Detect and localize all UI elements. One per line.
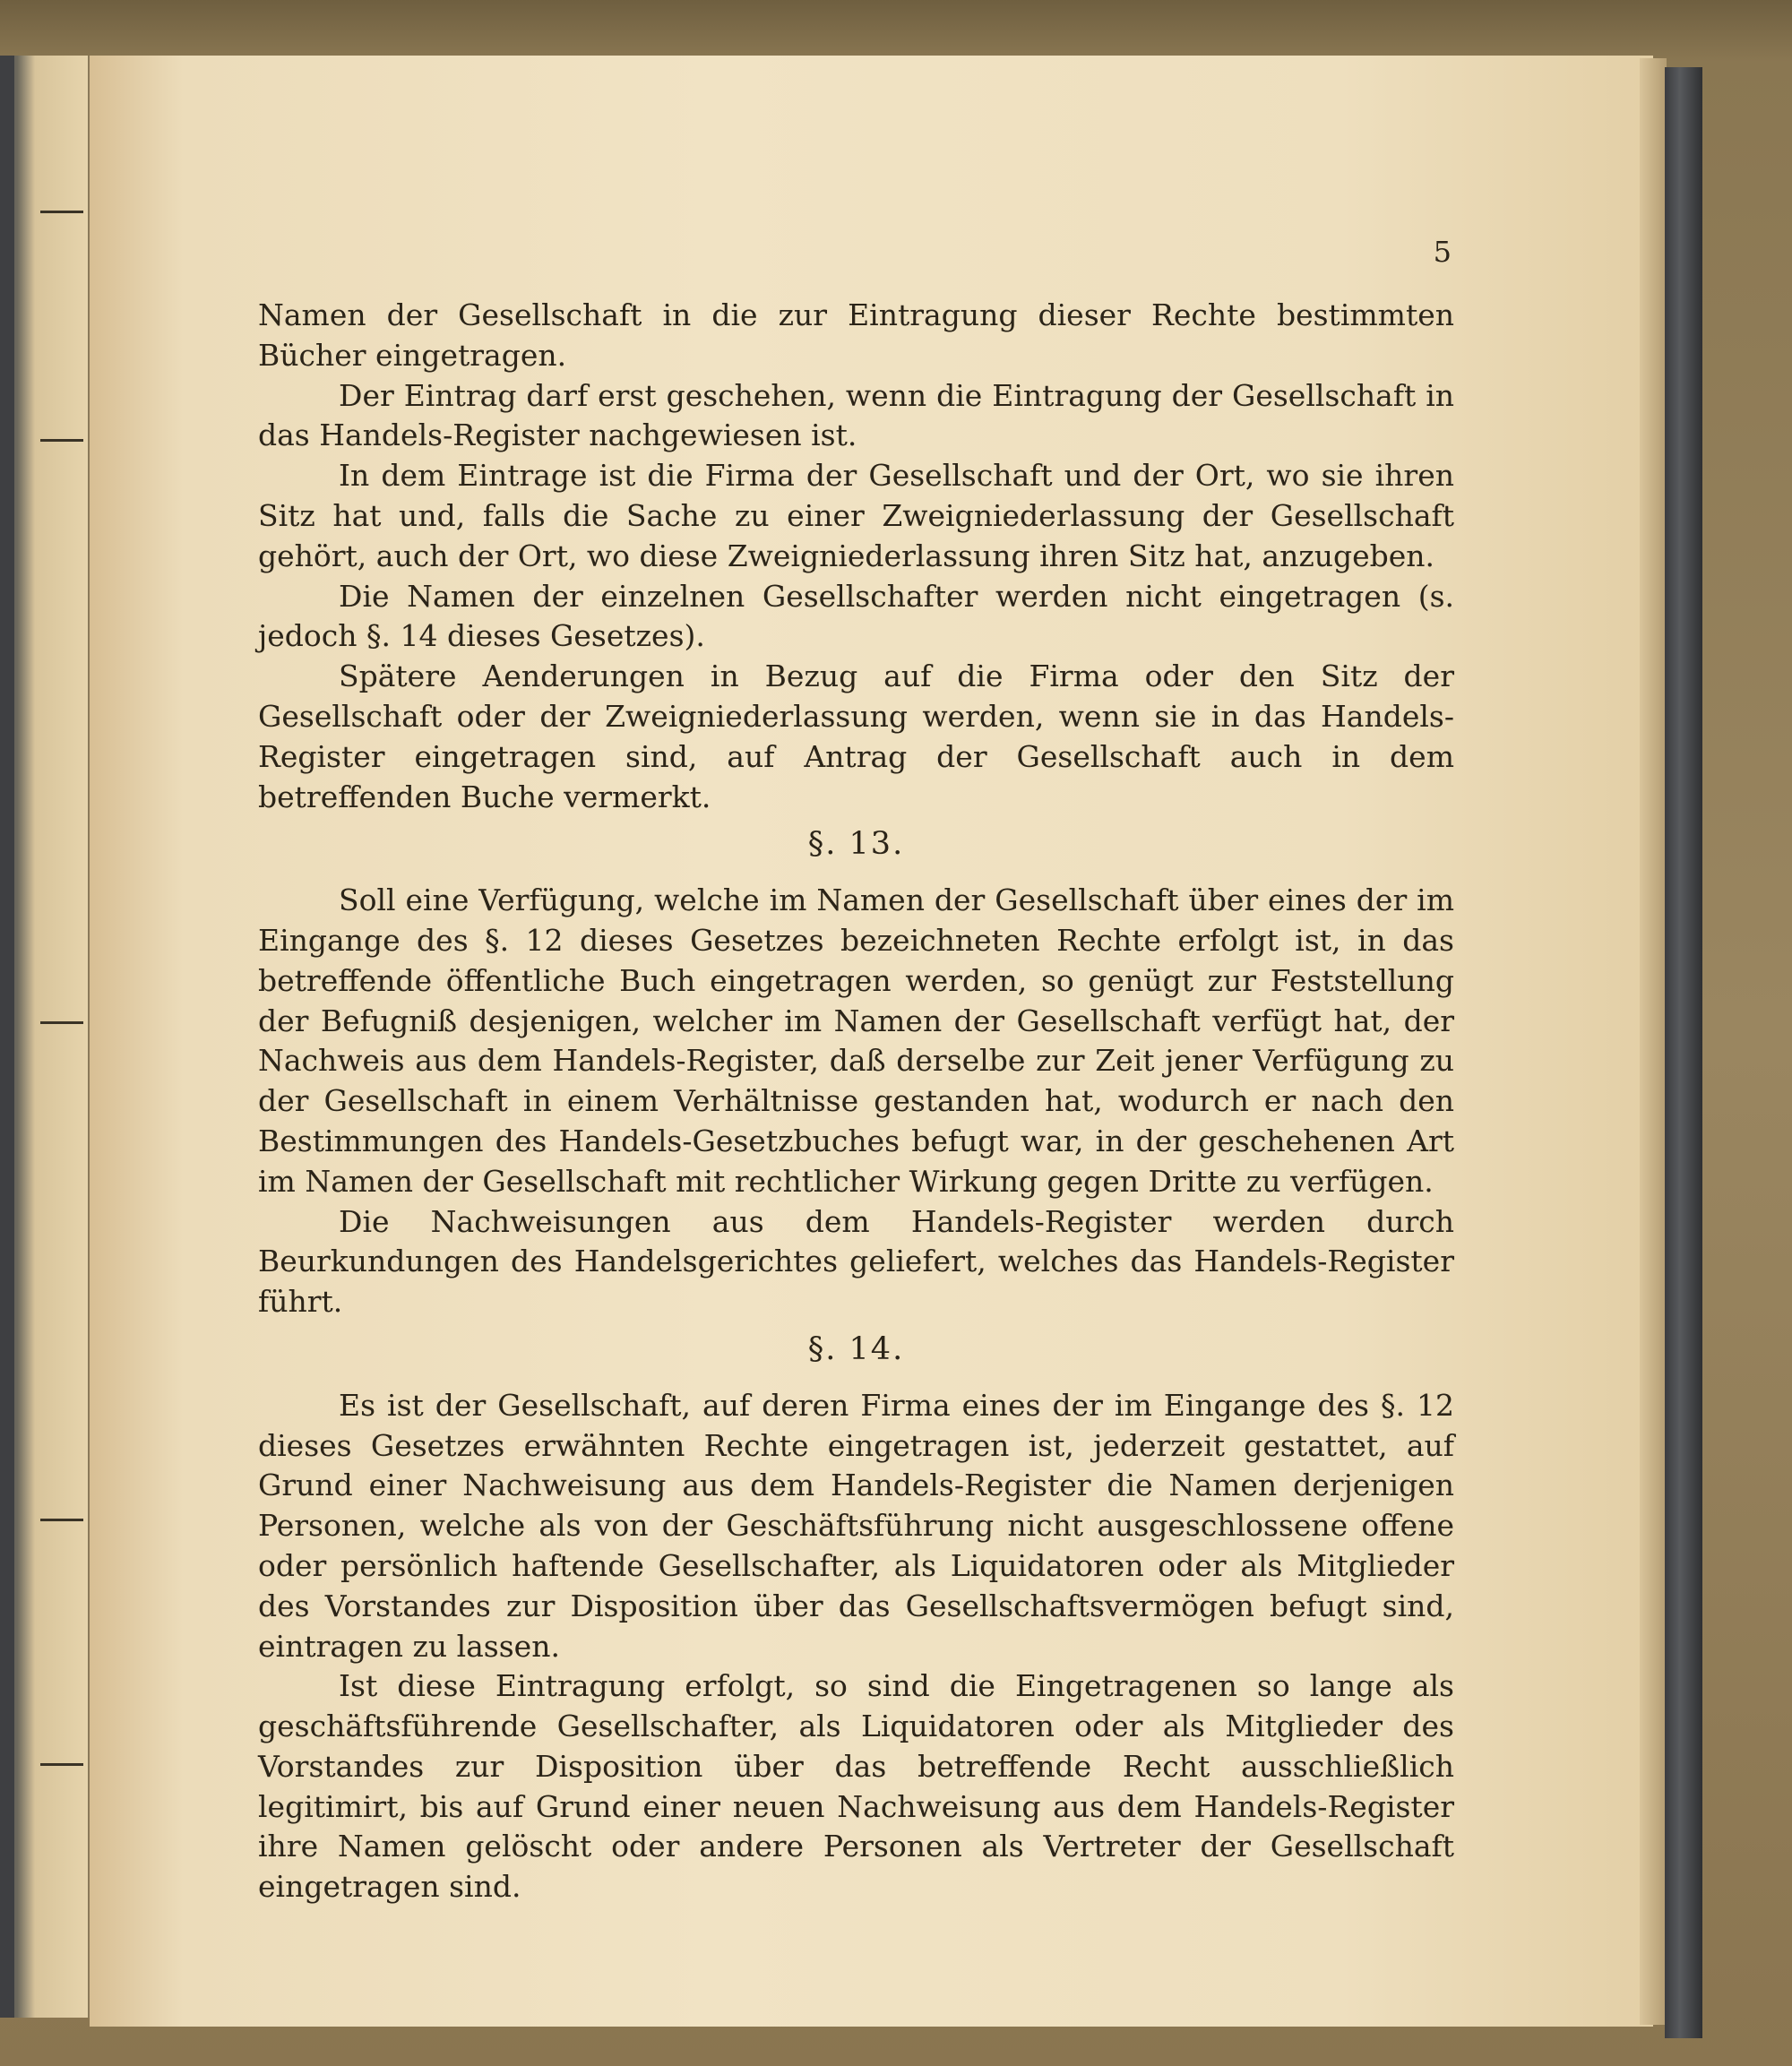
paragraph: Die Namen der einzelnen Gesellschafter werden nicht eingetragen (s. jedoch §. 14 dieses Gesetzes).: [258, 578, 1454, 654]
paragraph: Soll eine Verfügung, welche im Namen der Gesellschaft über eines der im Eingange des §. 12 dieses Gesetzes bezeichneten Rechte erfolgt ist, in das betreffende öffentliche Buch eingetragen werden, so genügt zur Feststellung der Befugniß desjenigen, welcher im Namen der Gesellschaft verfügt hat, der Nachweis aus dem Handels-Register, daß derselbe zur Zeit jener Verfügung zu der Gesellschaft in einem Verhältnisse gestanden hat, wodurch er nach den Bestimmungen des Handels-Gesetzbuches befugt war, in der geschehenen Art im Namen der Gesellschaft mit rechtlicher Wirkung gegen Dritte zu verfügen.: [258, 882, 1454, 1199]
left-cover-edge: [0, 56, 14, 2018]
margin-tick: [40, 1021, 83, 1024]
paragraph: Ist diese Eintragung erfolgt, so sind die Eingetragenen so lange als geschäftsführende Gesellschafter, als Liquidatoren oder als Mitglieder des Vorstandes zur Disposition über das betreffende Recht ausschließlich legitimirt, bis auf Grund einer neuen Nachweisung aus dem Handels-Register ihre Namen gelöscht oder andere Personen als Vertreter der Gesellschaft eingetragen sind.: [258, 1668, 1454, 1905]
paragraph: Der Eintrag darf erst geschehen, wenn die Eintragung der Gesellschaft in das Handels-Register nachgewiesen ist.: [258, 377, 1454, 453]
margin-tick: [40, 1763, 83, 1766]
section-heading-13: §. 13.: [807, 826, 905, 863]
margin-tick: [40, 211, 83, 213]
margin-tick: [40, 1519, 83, 1521]
margin-tick: [40, 439, 83, 442]
section-heading-14: §. 14.: [807, 1330, 905, 1367]
page-right-edge: [1640, 58, 1667, 2025]
book-cover-edge: [1665, 67, 1702, 2038]
paragraph: In dem Eintrage ist die Firma der Gesellschaft und der Ort, wo sie ihren Sitz hat und, falls die Sache zu einer Zweigniederlassung der Gesellschaft gehört, auch der Ort, wo diese Zweigniederlassung ihren Sitz hat, anzugeben.: [258, 458, 1454, 573]
page-text: [258, 296, 1454, 1907]
paragraph: Es ist der Gesellschaft, auf deren Firma eines der im Eingange des §. 12 dieses Gesetzes erwähnten Rechte eingetragen ist, jederzeit gestattet, auf Grund einer Nachweisung aus dem Handels-Register die Namen derjenigen Personen, welche als von der Geschäftsführung nicht ausgeschlossene offene oder persönlich haftende Gesellschafter, als Liquidatoren oder als Mitglieder des Vorstandes zur Disposition über das Gesellschaftsvermögen befugt sind, eintragen zu lassen.: [258, 1387, 1454, 1664]
page-number: 5: [1433, 235, 1452, 269]
paragraph: Namen der Gesellschaft in die zur Eintragung dieser Rechte bestimmten Bücher eingetragen.: [258, 297, 1454, 373]
paragraph: Die Nachweisungen aus dem Handels-Register werden durch Beurkundungen des Handelsgerichtes geliefert, welches das Handels-Register führt.: [258, 1203, 1454, 1320]
paragraph: Spätere Aenderungen in Bezug auf die Firma oder den Sitz der Gesellschaft oder der Zweigniederlassung werden, wenn sie in das Handels-Register eingetragen sind, auf Antrag der Gesellschaft auch in dem betreffenden Buche vermerkt.: [258, 659, 1454, 814]
